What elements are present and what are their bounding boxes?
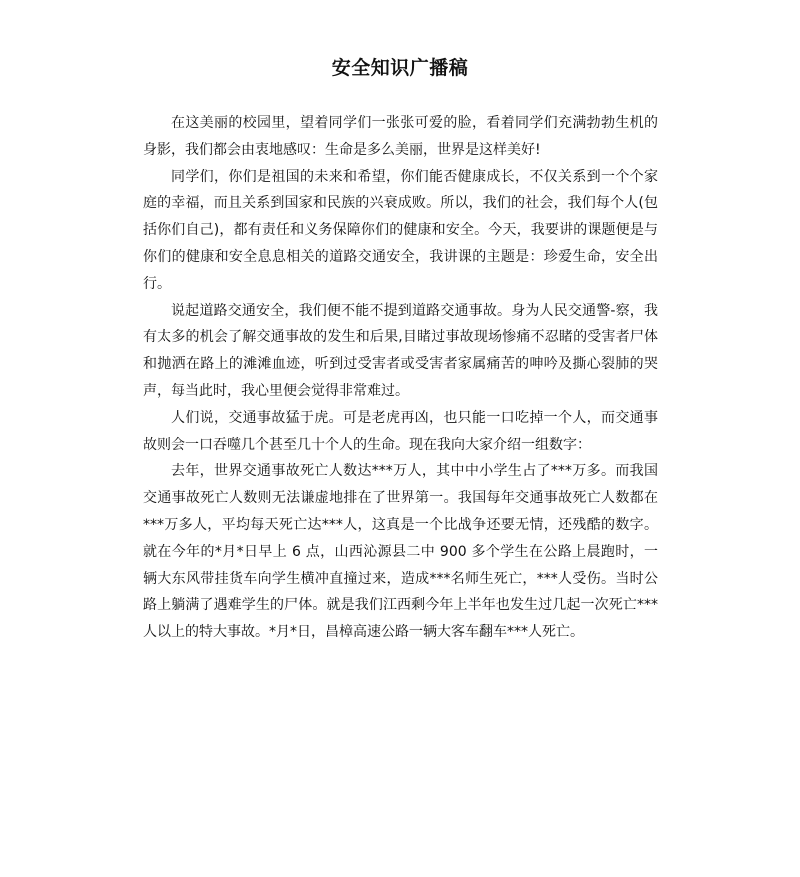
paragraph: 说起道路交通安全，我们便不能不提到道路交通事故。身为人民交通警-察，我有太多的机会了解交通事故的发生和后果,目睹过事故现场惨痛不忍睹的受害者尸体和抛洒在路上的滩滩血迹，听到过受害者或受害者家属痛苦的呻吟及撕心裂肺的哭声，每当此时，我心里便会觉得非常难过。	[143, 302, 658, 399]
document-title: 安全知识广播稿	[331, 57, 469, 79]
paragraph: 去年，世界交通事故死亡人数达***万人，其中中小学生占了***万多。而我国交通事故死亡人数则无法谦虚地排在了世界第一。我国每年交通事故死亡人数都在***万多人，平均每天死亡达***人，这真是一个比战争还要无情，还残酷的数字。就在今年的*月*日早上 6 点，山西沁源县二中 900 多个学生在公路上晨跑时，一辆大东风带挂货车向学生横冲直撞过来，造成***名师生死亡，***人受伤。当时公路上躺满了遇难学生的尸体。就是我们江西剩今年上半年也发生过几起一次死亡***人以上的特大事故。*月*日，昌樟高速公路一辆大客车翻车***人死亡。	[143, 463, 658, 641]
document-body	[143, 110, 658, 646]
paragraph: 在这美丽的校园里，望着同学们一张张可爱的脸，看着同学们充满勃勃生机的身影，我们都会由衷地感叹：生命是多么美丽，世界是这样美好!	[143, 115, 658, 158]
paragraph: 同学们，你们是祖国的未来和希望，你们能否健康成长，不仅关系到一个个家庭的幸福，而且关系到国家和民族的兴衰成败。所以，我们的社会，我们每个人(包括你们自己)，都有责任和义务保障你们的健康和安全。今天，我要讲的课题便是与你们的健康和安全息息相关的道路交通安全，我讲课的主题是：珍爱生命，安全出行。	[143, 168, 658, 292]
paragraph: 人们说，交通事故猛于虎。可是老虎再凶，也只能一口吃掉一个人，而交通事故则会一口吞噬几个甚至几十个人的生命。现在我向大家介绍一组数字：	[143, 409, 658, 453]
